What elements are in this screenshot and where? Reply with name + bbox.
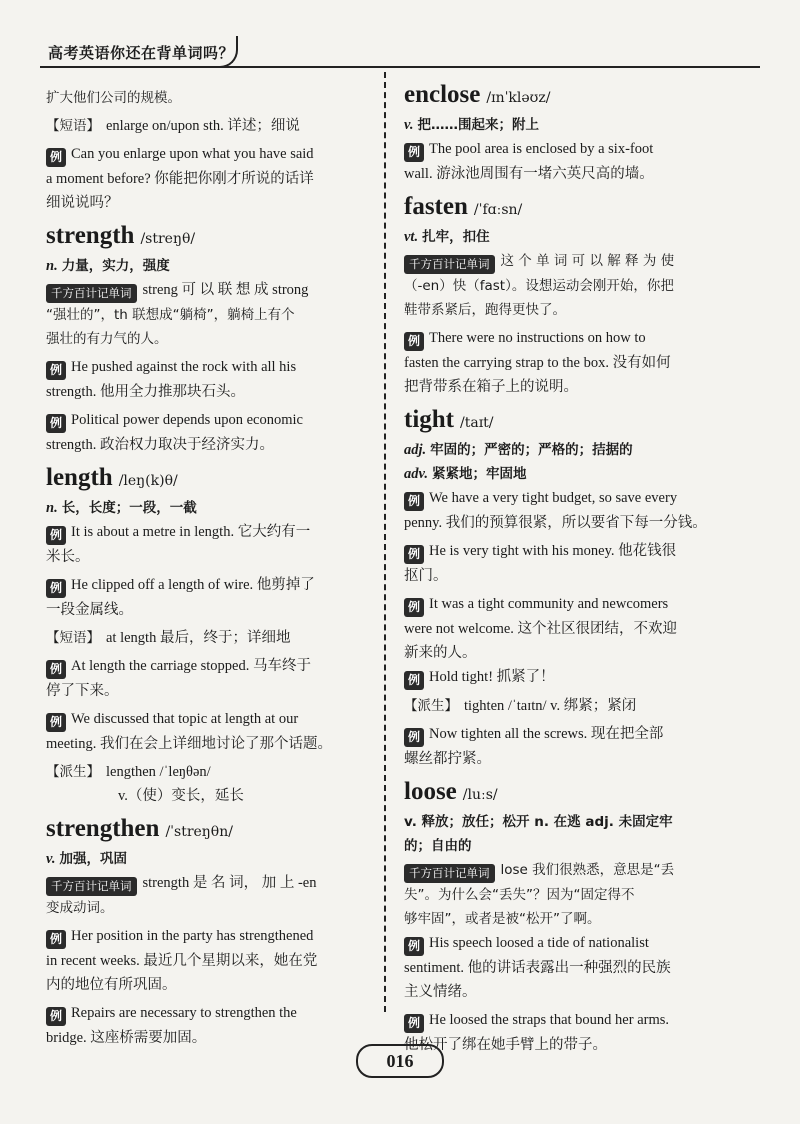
example-line <box>46 924 364 949</box>
example-line <box>46 142 364 167</box>
sense-line <box>46 847 364 871</box>
entry-head-strengthen <box>46 814 364 847</box>
example-text: At length the carriage stopped. 马车终于 <box>71 658 311 674</box>
sense-line <box>46 254 364 278</box>
example-badge: 例 <box>46 361 66 380</box>
example-text: Now tighten all the screws. 现在把全部 <box>429 726 664 742</box>
example-line: fasten the carrying strap to the box. 没有如何 <box>404 355 671 371</box>
example-text: He is very tight with his money. 他花钱很 <box>429 543 677 559</box>
example-line: 停了下来。 <box>46 683 119 699</box>
example-line <box>404 486 718 511</box>
example-line: 米长。 <box>46 549 90 565</box>
column-divider <box>384 72 386 1012</box>
derive-line <box>46 760 364 784</box>
example-line: 一段金属线。 <box>46 602 133 618</box>
intro-line: 扩大他们公司的规模。 <box>46 90 181 106</box>
example-badge: 例 <box>404 598 424 617</box>
sense-text: 加强，巩固 <box>59 851 128 867</box>
example-line <box>404 592 718 617</box>
headword: length <box>46 464 113 491</box>
example-line: 内的地位有所巩固。 <box>46 977 177 993</box>
phonetic: /ˈstreŋθn/ <box>165 824 233 840</box>
entry-head-tight <box>404 405 718 438</box>
example-badge: 例 <box>46 713 66 732</box>
example-line <box>404 326 718 351</box>
part-of-speech: n. <box>46 500 58 516</box>
entry-head-enclose <box>404 80 718 113</box>
example-line <box>46 707 364 732</box>
example-text: His speech loosed a tide of nationalist <box>429 935 649 951</box>
headword: fasten <box>404 193 468 220</box>
example-line <box>404 539 718 564</box>
example-line: 新来的人。 <box>404 645 477 661</box>
part-of-speech: adv. <box>404 466 429 482</box>
derive-line: v.（使）变长，延长 <box>118 788 244 804</box>
phonetic: /ɪnˈkləʊz/ <box>486 90 551 106</box>
entry-head-loose <box>404 777 718 810</box>
derive-text: tighten /ˈtaɪtn/ v. 绑紧；紧闭 <box>464 698 637 714</box>
part-of-speech: adj. <box>404 442 427 458</box>
example-line: 主义情绪。 <box>404 984 477 1000</box>
sense-line <box>404 225 718 249</box>
example-line <box>404 1008 718 1033</box>
headword: strength <box>46 222 135 249</box>
example-line <box>46 355 364 380</box>
part-of-speech: n. <box>46 258 58 274</box>
example-line: a moment before? 你能把你刚才所说的话详 <box>46 171 314 187</box>
memo-text: lose 我们很熟悉，意思是“丢 <box>500 862 675 878</box>
example-badge: 例 <box>46 579 66 598</box>
example-text: He pushed against the rock with all his <box>71 359 297 375</box>
sense-line: 的；自由的 <box>404 838 472 854</box>
example-badge: 例 <box>404 937 424 956</box>
derive-line <box>404 694 718 718</box>
example-line: 螺丝都拧紧。 <box>404 751 491 767</box>
example-text: We discussed that topic at length at our <box>71 711 299 727</box>
example-badge: 例 <box>46 148 66 167</box>
example-line: 细说说吗？ <box>46 195 119 211</box>
example-line: were not welcome. 这个社区很团结，不欢迎 <box>404 621 678 637</box>
example-line <box>404 137 718 162</box>
example-text: Can you enlarge upon what you have said <box>71 146 314 162</box>
example-text: Political power depends upon economic <box>71 412 303 428</box>
example-badge: 例 <box>46 1007 66 1026</box>
phonetic: /luːs/ <box>462 787 498 803</box>
sense-line <box>404 462 718 486</box>
example-line: penny. 我们的预算很紧，所以要省下每一分钱。 <box>404 515 707 531</box>
derive-text: lengthen /ˈleŋθən/ <box>106 764 211 780</box>
example-text: Her position in the party has strengthened <box>71 928 314 944</box>
example-text: It was a tight community and newcomers <box>429 596 669 612</box>
example-text: Repairs are necessary to strengthen the <box>71 1005 297 1021</box>
part-of-speech: v. <box>46 851 56 867</box>
sense-text: 牢固的；严密的；严格的；拮据的 <box>430 442 633 458</box>
header-tab <box>40 36 238 68</box>
phonetic: /taɪt/ <box>460 415 494 431</box>
headword: enclose <box>404 81 481 108</box>
memo-line: “强壮的”，th 联想成“躺椅”，躺椅上有个 <box>46 307 295 323</box>
example-text: The pool area is enclosed by a six-foot <box>429 141 654 157</box>
example-badge: 例 <box>404 492 424 511</box>
header-rule <box>40 66 760 68</box>
example-line: 把背带系在箱子上的说明。 <box>404 379 578 395</box>
memo-badge: 千方百计记单词 <box>404 864 495 883</box>
example-line <box>46 573 364 598</box>
sense-text: 扎牢，扣住 <box>422 229 490 245</box>
example-line: strength. 政治权力取决于经济实力。 <box>46 437 274 453</box>
sense-text: 把……围起来；附上 <box>417 117 540 133</box>
example-line <box>404 665 718 690</box>
memo-line <box>404 249 718 274</box>
memo-line: （-en）快（fast）。设想运动会刚开始，你把 <box>404 278 674 294</box>
example-line <box>46 520 364 545</box>
example-line: bridge. 这座桥需要加固。 <box>46 1030 207 1046</box>
memo-text: 这 个 单 词 可 以 解 释 为 使 <box>500 253 675 269</box>
memo-line <box>404 858 718 883</box>
example-badge: 例 <box>404 143 424 162</box>
example-line <box>404 722 718 747</box>
memo-badge: 千方百计记单词 <box>404 255 495 274</box>
page-number: 016 <box>356 1044 444 1078</box>
right-column <box>404 80 718 1057</box>
example-line: sentiment. 他的讲话表露出一种强烈的民族 <box>404 960 671 976</box>
example-badge: 例 <box>46 526 66 545</box>
example-text: It is about a metre in length. 它大约有一 <box>71 524 311 540</box>
entry-head-length <box>46 463 364 496</box>
memo-text: strength 是 名 词， 加 上 -en <box>142 875 317 891</box>
example-badge: 例 <box>404 728 424 747</box>
headword: loose <box>404 778 457 805</box>
example-line: strength. 他用全力推那块石头。 <box>46 384 245 400</box>
example-line: meeting. 我们在会上详细地讨论了那个话题。 <box>46 736 332 752</box>
memo-line: 失”。为什么会“丢失”？因为“固定得不 <box>404 887 635 903</box>
memo-line: 强壮的有力气的人。 <box>46 331 168 347</box>
example-badge: 例 <box>46 660 66 679</box>
example-text: There were no instructions on how to <box>429 330 646 346</box>
memo-line <box>46 871 364 896</box>
phrase-text: enlarge on/upon sth. 详述；细说 <box>106 118 300 134</box>
memo-line <box>46 278 364 303</box>
phrase-tag: 【短语】 <box>46 630 100 646</box>
sense-line: v. 释放；放任；松开 n. 在逃 adj. 未固定牢 <box>404 814 673 830</box>
phonetic: /leŋ(k)θ/ <box>118 473 178 489</box>
example-line <box>46 1001 364 1026</box>
phonetic: /ˈfɑːsn/ <box>473 202 523 218</box>
headword: tight <box>404 406 454 433</box>
sense-text: 力量，实力，强度 <box>61 258 170 274</box>
example-text: He clipped off a length of wire. 他剪掉了 <box>71 577 315 593</box>
entry-head-fasten <box>404 192 718 225</box>
example-line <box>46 408 364 433</box>
part-of-speech: v. <box>404 117 414 133</box>
sense-text: 长，长度；一段，一截 <box>61 500 197 516</box>
entry-head-strength <box>46 221 364 254</box>
example-badge: 例 <box>404 332 424 351</box>
headword: strengthen <box>46 815 160 842</box>
example-text: Hold tight! 抓紧了！ <box>429 669 555 685</box>
example-line: wall. 游泳池周围有一堵六英尺高的墙。 <box>404 166 654 182</box>
example-text: He loosed the straps that bound her arms. <box>429 1012 670 1028</box>
phrase-text: at length 最后，终于；详细地 <box>106 630 291 646</box>
memo-line: 够牢固”，或者是被“松开”了啊。 <box>404 911 601 927</box>
example-line: in recent weeks. 最近几个星期以来，她在党 <box>46 953 318 969</box>
memo-badge: 千方百计记单词 <box>46 877 137 896</box>
example-badge: 例 <box>46 930 66 949</box>
example-badge: 例 <box>404 671 424 690</box>
phrase-line <box>46 626 364 650</box>
example-line: 抠门。 <box>404 568 448 584</box>
phonetic: /streŋθ/ <box>140 231 196 247</box>
example-line <box>404 931 718 956</box>
example-line: 他松开了绑在她手臂上的带子。 <box>404 1037 607 1053</box>
header-title: 高考英语你还在背单词吗？ <box>48 44 235 62</box>
example-badge: 例 <box>404 545 424 564</box>
example-badge: 例 <box>404 1014 424 1033</box>
derive-tag: 【派生】 <box>46 764 100 780</box>
sense-line <box>404 438 718 462</box>
example-line <box>46 654 364 679</box>
memo-line: 鞋带系紧后，跑得更快了。 <box>404 302 566 318</box>
sense-text: 紧紧地；牢固地 <box>432 466 527 482</box>
phrase-tag: 【短语】 <box>46 118 100 134</box>
memo-text: streng 可 以 联 想 成 strong <box>142 282 309 298</box>
left-column <box>46 86 364 1050</box>
sense-line <box>404 113 718 137</box>
memo-badge: 千方百计记单词 <box>46 284 137 303</box>
example-badge: 例 <box>46 414 66 433</box>
memo-line: 变成动词。 <box>46 900 114 916</box>
example-text: We have a very tight budget, so save every <box>429 490 678 506</box>
phrase-line <box>46 114 364 138</box>
part-of-speech: vt. <box>404 229 419 245</box>
sense-line <box>46 496 364 520</box>
derive-tag: 【派生】 <box>404 698 458 714</box>
